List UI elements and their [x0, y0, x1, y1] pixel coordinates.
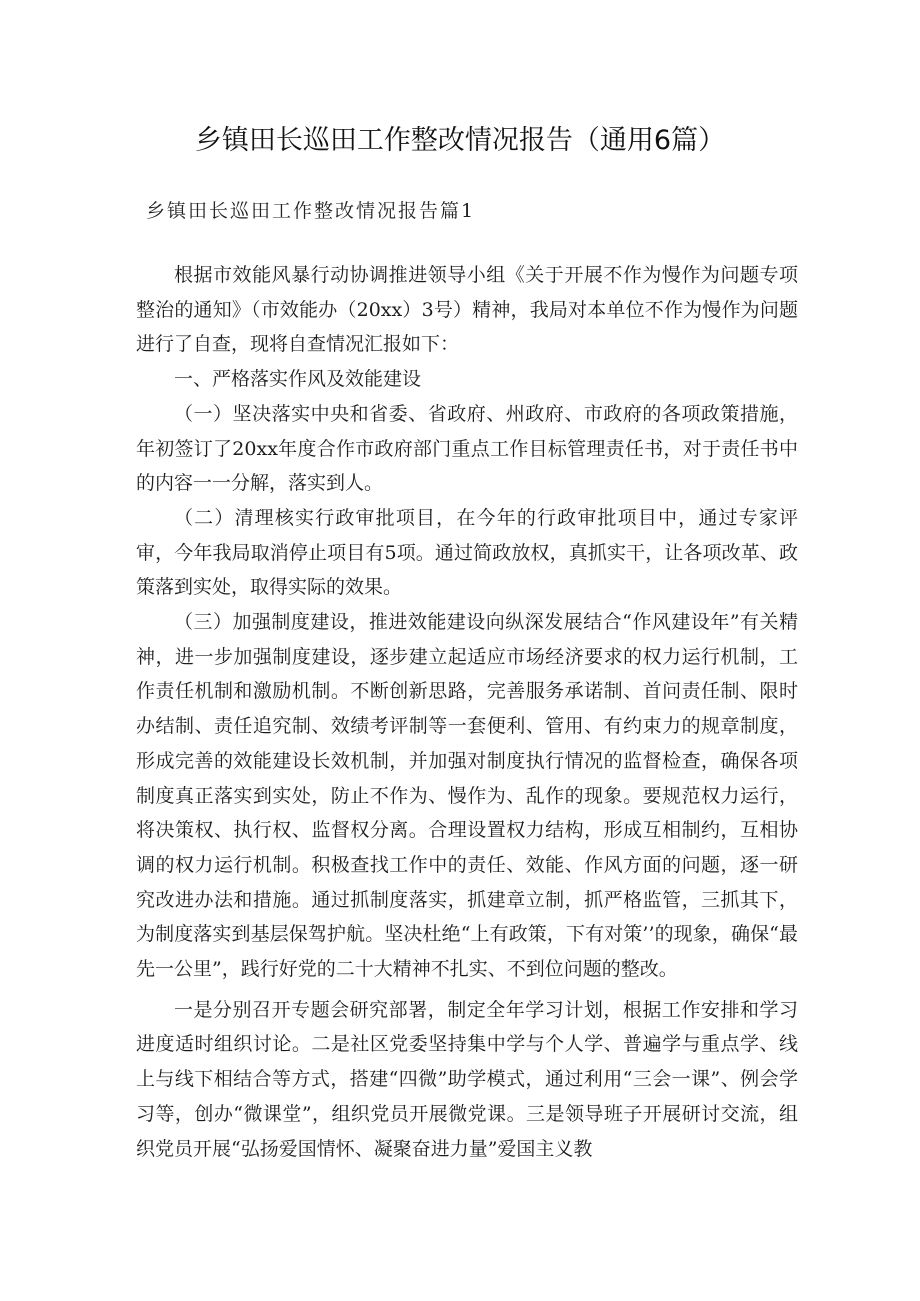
paragraph-study-plan: 一是分别召开专题会研究部署，制定全年学习计划，根据工作安排和学习进度适时组织讨论。二是社区党委坚持集中学与个人学、普遍学与重点学、线上与线下相结合等方式，搭建“四微”助学模式，通过利用“三会一课”、例会学习等，创办“微课堂”，组织党员开展微党课。三是领导班子开展研讨交流，组织党员开展“弘扬爱国情怀、凝聚奋进力量”爱国主义教 [136, 998, 798, 1160]
paragraph-item-3: （三）加强制度建设，推进效能建设向纵深发展结合“作风建设年”有关精神，进一步加强制度建设，逐步建立起适应市场经济要求的权力运行机制，工作责任机制和激励机制。不断创新思路，完善服务承诺制、首问责任制、限时办结制、责任追究制、效绩考评制等一套便利、管用、有约束力的规章制度，形成完善的效能建设长效机制，并加强对制度执行情况的监督检查，确保各项制度真正落实到实处，防止不作为、慢作为、乱作的现象。要规范权力运行，将决策权、执行权、监督权分离。合理设置权力结构，形成互相制约，互相协调的权力运行机制。积极查找工作中的责任、效能、作风方面的问题，逐一研究改进办法和措施。通过抓制度落实，抓建章立制，抓严格监管，三抓其下，为制度落实到基层保驾护航。坚决杜绝“上有政策，下有对策’’的现象，确保“最先一公里”，践行好党的二十大精神不扎实、不到位问题的整改。 [136, 611, 798, 981]
document-body [136, 258, 798, 1166]
paragraph-item-2: （二）清理核实行政审批项目，在今年的行政审批项目中，通过专家评审，今年我局取消停止项目有5项。通过简政放权，真抓实干，让各项改革、政策落到实处，取得实际的效果。 [136, 506, 798, 599]
document-title: 乡镇田长巡田工作整改情况报告（通用6篇） [194, 125, 726, 156]
paragraph-item-1: （一）坚决落实中央和省委、省政府、州政府、市政府的各项政策措施，年初签订了20xx年度合作市政府部门重点工作目标管理责任书，对于责任书中的内容一一分解，落实到人。 [136, 402, 798, 495]
section-subtitle: 乡镇田长巡田工作整改情况报告篇1 [146, 200, 476, 222]
intro-paragraph: 根据市效能风暴行动协调推进领导小组《关于开展不作为慢作为问题专项整治的通知》（市效能办（20xx）3号）精神，我局对本单位不作为慢作为问题进行了自查，现将自查情况汇报如下： [136, 264, 798, 356]
section-heading: 一、严格落实作风及效能建设 [174, 368, 422, 391]
